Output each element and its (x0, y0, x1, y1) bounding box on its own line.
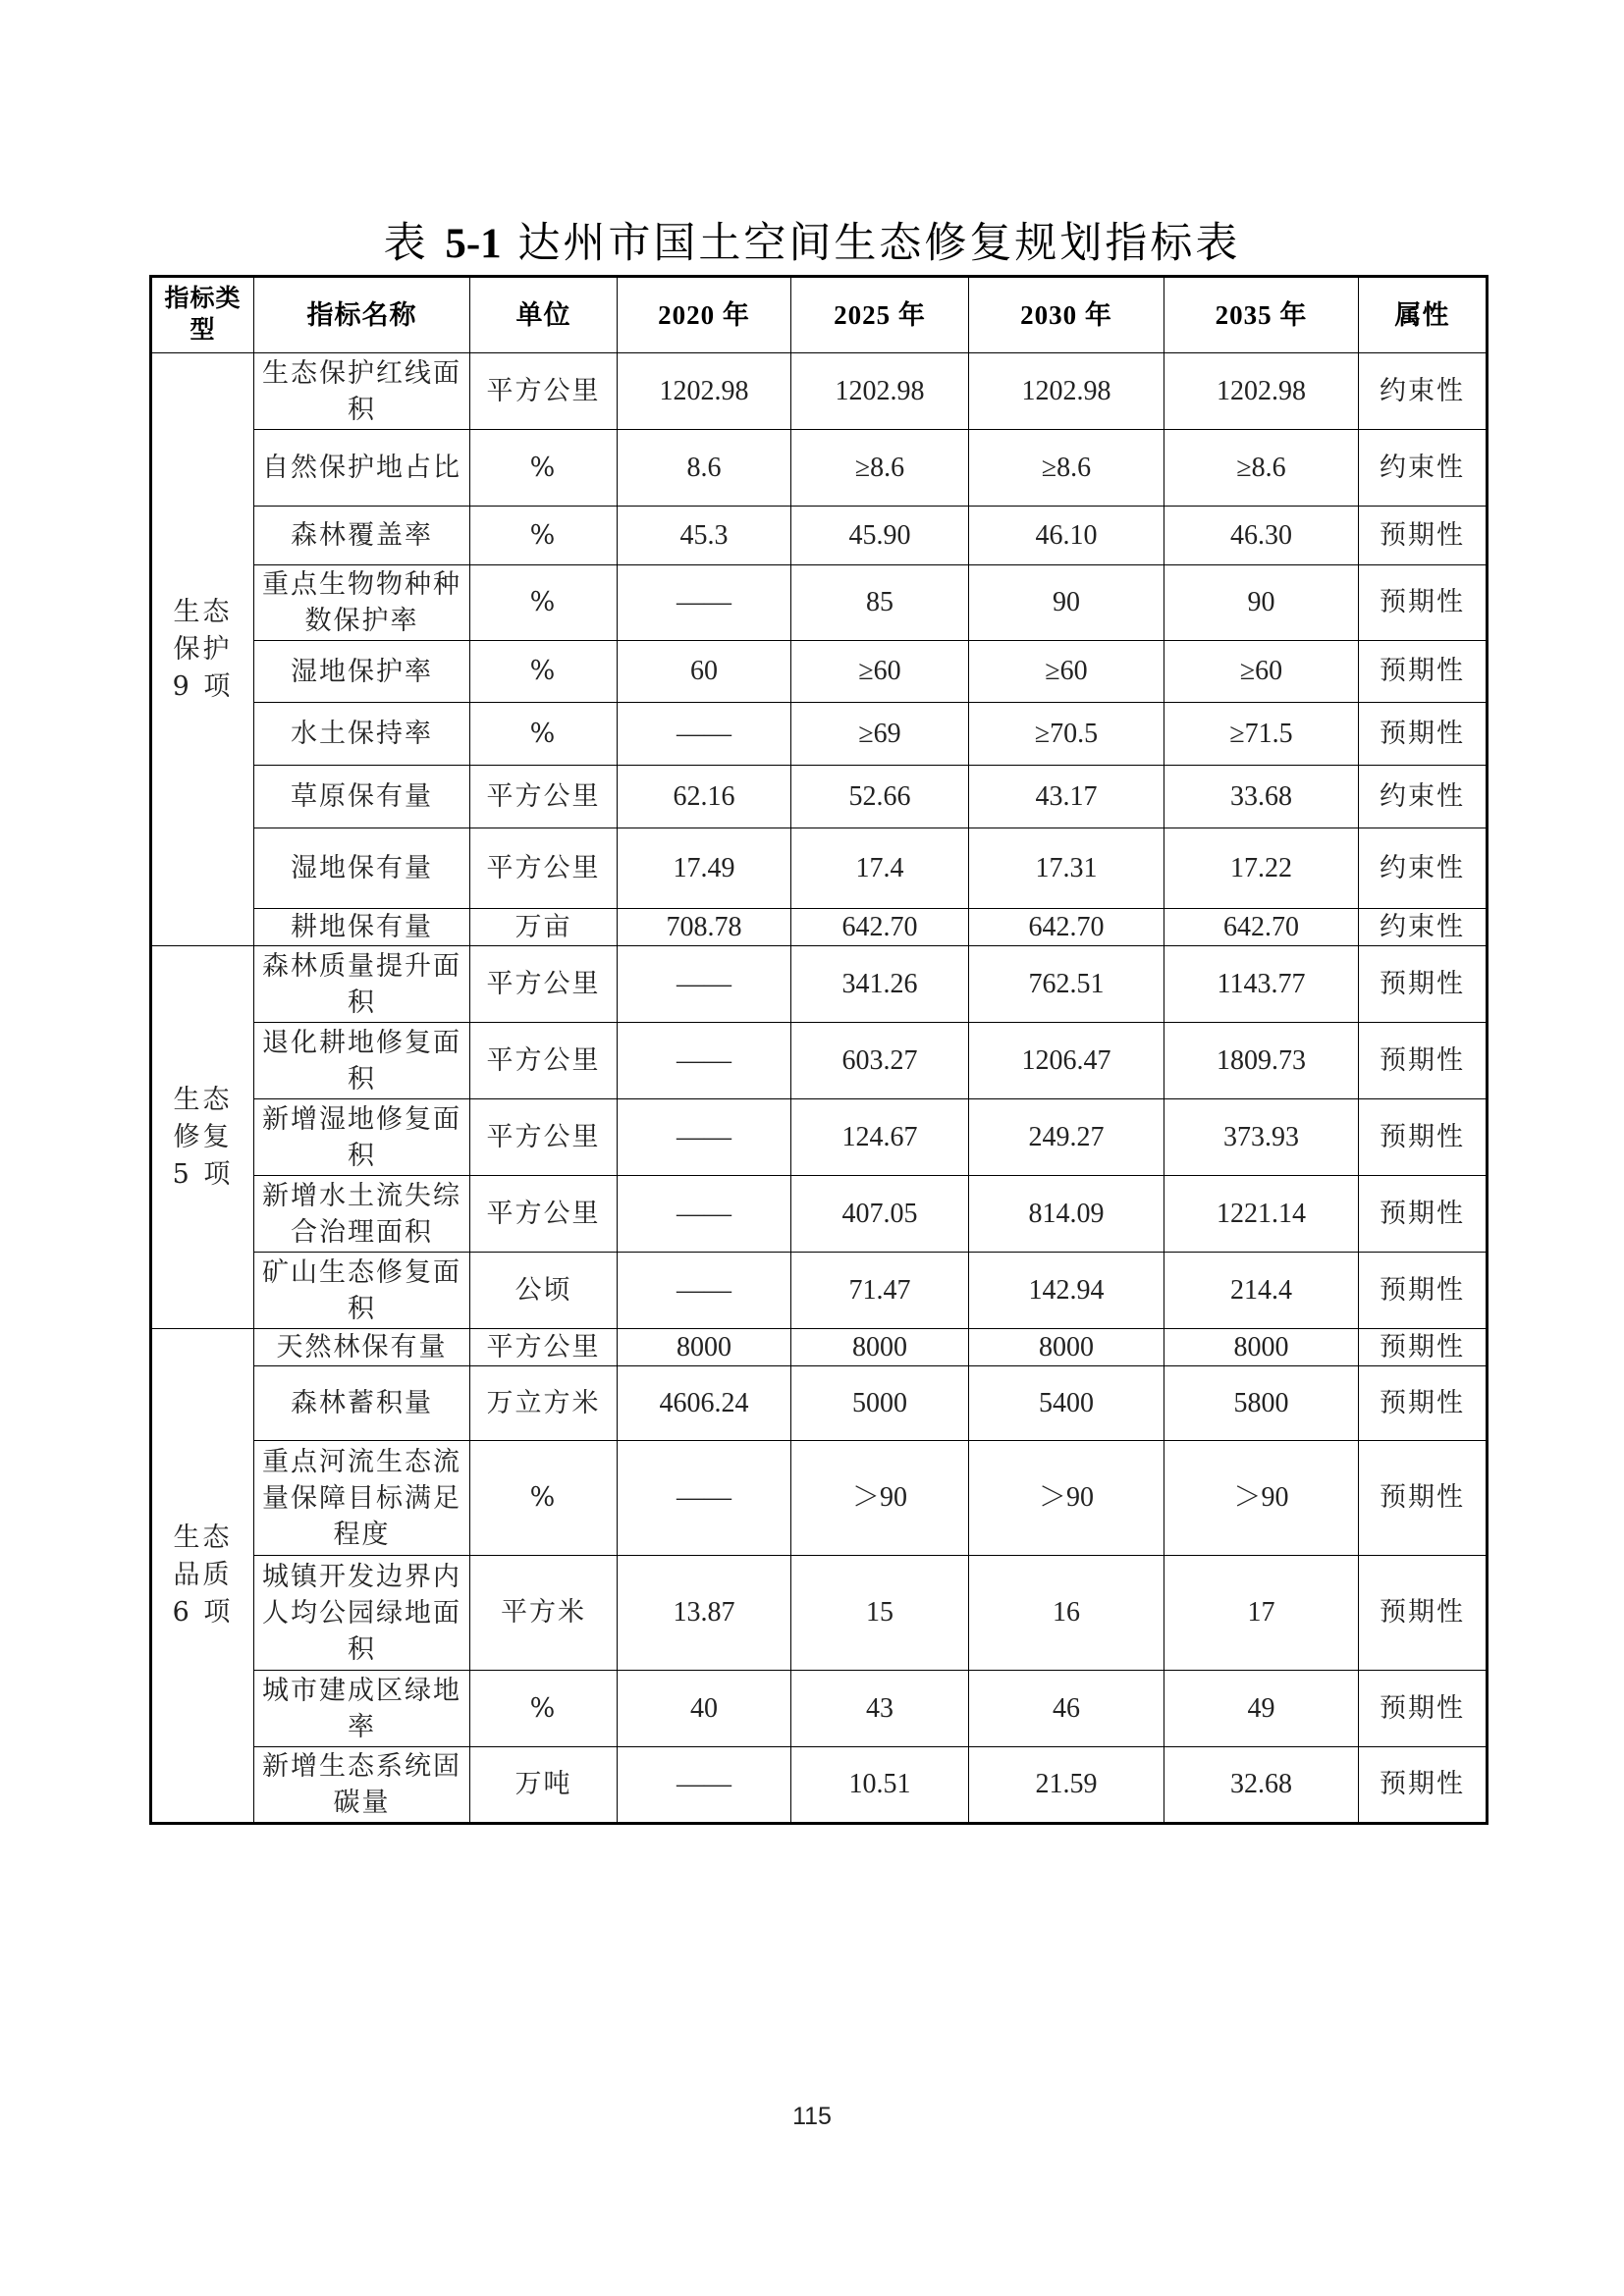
value-2030-cell: 1202.98 (969, 353, 1164, 430)
attribute-cell: 预期性 (1359, 703, 1488, 766)
value-2020-cell: 60 (618, 641, 791, 703)
value-2030-cell: ≥60 (969, 641, 1164, 703)
value-2035-cell: 8000 (1164, 1329, 1359, 1366)
value-2020-cell: —— (618, 1099, 791, 1176)
value-2025-cell: ≥8.6 (791, 430, 969, 507)
value-2025-cell: 124.67 (791, 1099, 969, 1176)
unit-cell: 万亩 (470, 909, 618, 946)
value-2025-cell: 71.47 (791, 1253, 969, 1329)
unit-cell: % (470, 1671, 618, 1747)
value-2030-cell: 249.27 (969, 1099, 1164, 1176)
attribute-cell: 约束性 (1359, 353, 1488, 430)
name-cell: 耕地保有量 (254, 909, 470, 946)
value-2025-cell: 341.26 (791, 946, 969, 1023)
unit-cell: 平方公里 (470, 1023, 618, 1099)
value-2025-cell: 8000 (791, 1329, 969, 1366)
attribute-cell: 预期性 (1359, 1747, 1488, 1824)
value-2030-cell: 8000 (969, 1329, 1164, 1366)
value-2035-cell: 49 (1164, 1671, 1359, 1747)
name-cell: 自然保护地占比 (254, 430, 470, 507)
attribute-cell: 约束性 (1359, 828, 1488, 909)
value-2030-cell: 16 (969, 1556, 1164, 1671)
table-row (151, 1671, 1488, 1747)
value-2030-cell: ≥8.6 (969, 430, 1164, 507)
unit-cell: 平方公里 (470, 1176, 618, 1253)
value-2025-cell: 642.70 (791, 909, 969, 946)
table-row (151, 828, 1488, 909)
value-2030-cell: 142.94 (969, 1253, 1164, 1329)
unit-cell: 平方公里 (470, 353, 618, 430)
name-cell: 矿山生态修复面积 (254, 1253, 470, 1329)
name-cell: 森林质量提升面积 (254, 946, 470, 1023)
table-row (151, 353, 1488, 430)
attribute-cell: 预期性 (1359, 946, 1488, 1023)
value-2030-cell: 46.10 (969, 507, 1164, 565)
value-2020-cell: 708.78 (618, 909, 791, 946)
table-row (151, 766, 1488, 828)
value-2035-cell: 90 (1164, 565, 1359, 641)
table-row (151, 1099, 1488, 1176)
value-2035-cell: 17.22 (1164, 828, 1359, 909)
name-cell: 新增湿地修复面积 (254, 1099, 470, 1176)
value-2030-cell: 90 (969, 565, 1164, 641)
value-2025-cell: 43 (791, 1671, 969, 1747)
attribute-cell: 预期性 (1359, 507, 1488, 565)
name-cell: 水土保持率 (254, 703, 470, 766)
name-cell: 湿地保护率 (254, 641, 470, 703)
table-row (151, 703, 1488, 766)
value-2025-cell: 1202.98 (791, 353, 969, 430)
title-prefix: 表 (383, 219, 446, 268)
name-cell: 天然林保有量 (254, 1329, 470, 1366)
value-2020-cell: —— (618, 565, 791, 641)
value-2020-cell: 8000 (618, 1329, 791, 1366)
value-2025-cell: 52.66 (791, 766, 969, 828)
value-2035-cell: 33.68 (1164, 766, 1359, 828)
header-attribute: 属性 (1359, 277, 1488, 353)
name-cell: 新增生态系统固碳量 (254, 1747, 470, 1824)
value-2035-cell: 1143.77 (1164, 946, 1359, 1023)
attribute-cell: 预期性 (1359, 641, 1488, 703)
category-cell: 生态品质6 项 (151, 1329, 254, 1824)
value-2030-cell: 5400 (969, 1366, 1164, 1441)
table-row (151, 507, 1488, 565)
value-2035-cell: 1221.14 (1164, 1176, 1359, 1253)
header-category: 指标类型 (151, 277, 254, 353)
value-2025-cell: 45.90 (791, 507, 969, 565)
value-2020-cell: 1202.98 (618, 353, 791, 430)
value-2020-cell: 17.49 (618, 828, 791, 909)
table-row (151, 1176, 1488, 1253)
table-row (151, 1441, 1488, 1556)
table-row (151, 946, 1488, 1023)
value-2025-cell: ≥60 (791, 641, 969, 703)
attribute-cell: 预期性 (1359, 1099, 1488, 1176)
value-2020-cell: —— (618, 703, 791, 766)
value-2020-cell: —— (618, 946, 791, 1023)
value-2025-cell: 85 (791, 565, 969, 641)
attribute-cell: 预期性 (1359, 1023, 1488, 1099)
value-2025-cell: 407.05 (791, 1176, 969, 1253)
unit-cell: 平方公里 (470, 946, 618, 1023)
header-2025: 2025 年 (791, 277, 969, 353)
page-number: 115 (792, 2103, 832, 2130)
title-number: 5-1 (445, 221, 502, 267)
value-2025-cell: ＞90 (791, 1441, 969, 1556)
value-2030-cell: 17.31 (969, 828, 1164, 909)
attribute-cell: 预期性 (1359, 1329, 1488, 1366)
value-2025-cell: 603.27 (791, 1023, 969, 1099)
value-2020-cell: —— (618, 1023, 791, 1099)
name-cell: 退化耕地修复面积 (254, 1023, 470, 1099)
value-2025-cell: ≥69 (791, 703, 969, 766)
category-cell: 生态保护9 项 (151, 353, 254, 946)
value-2030-cell: 43.17 (969, 766, 1164, 828)
unit-cell: % (470, 1441, 618, 1556)
unit-cell: 平方公里 (470, 766, 618, 828)
table-row (151, 430, 1488, 507)
attribute-cell: 预期性 (1359, 1671, 1488, 1747)
name-cell: 森林覆盖率 (254, 507, 470, 565)
table-row (151, 641, 1488, 703)
value-2030-cell: 762.51 (969, 946, 1164, 1023)
table-row (151, 1366, 1488, 1441)
value-2035-cell: ≥8.6 (1164, 430, 1359, 507)
attribute-cell: 预期性 (1359, 1366, 1488, 1441)
unit-cell: 平方公里 (470, 1329, 618, 1366)
value-2020-cell: 62.16 (618, 766, 791, 828)
name-cell: 重点生物物种种数保护率 (254, 565, 470, 641)
table-body (151, 353, 1488, 1824)
header-row (151, 277, 1488, 353)
value-2035-cell: 642.70 (1164, 909, 1359, 946)
attribute-cell: 约束性 (1359, 430, 1488, 507)
value-2020-cell: 4606.24 (618, 1366, 791, 1441)
value-2030-cell: 21.59 (969, 1747, 1164, 1824)
unit-cell: 平方公里 (470, 828, 618, 909)
value-2035-cell: 1809.73 (1164, 1023, 1359, 1099)
value-2020-cell: —— (618, 1176, 791, 1253)
title-text: 达州市国土空间生态修复规划指标表 (501, 219, 1241, 268)
table-row (151, 1329, 1488, 1366)
attribute-cell: 预期性 (1359, 1253, 1488, 1329)
value-2020-cell: —— (618, 1441, 791, 1556)
table-row (151, 1556, 1488, 1671)
value-2020-cell: —— (618, 1253, 791, 1329)
unit-cell: 万立方米 (470, 1366, 618, 1441)
category-cell: 生态修复5 项 (151, 946, 254, 1329)
value-2035-cell: 214.4 (1164, 1253, 1359, 1329)
table-row (151, 1023, 1488, 1099)
name-cell: 生态保护红线面积 (254, 353, 470, 430)
value-2030-cell: 1206.47 (969, 1023, 1164, 1099)
value-2035-cell: 32.68 (1164, 1747, 1359, 1824)
value-2025-cell: 15 (791, 1556, 969, 1671)
value-2030-cell: 46 (969, 1671, 1164, 1747)
unit-cell: 公顷 (470, 1253, 618, 1329)
value-2020-cell: 45.3 (618, 507, 791, 565)
unit-cell: 平方公里 (470, 1099, 618, 1176)
value-2025-cell: 5000 (791, 1366, 969, 1441)
value-2020-cell: 13.87 (618, 1556, 791, 1671)
table-row (151, 1747, 1488, 1824)
value-2020-cell: —— (618, 1747, 791, 1824)
value-2020-cell: 40 (618, 1671, 791, 1747)
value-2030-cell: 642.70 (969, 909, 1164, 946)
value-2035-cell: 46.30 (1164, 507, 1359, 565)
table-row (151, 565, 1488, 641)
unit-cell: 万吨 (470, 1747, 618, 1824)
attribute-cell: 约束性 (1359, 766, 1488, 828)
unit-cell: % (470, 703, 618, 766)
value-2035-cell: ≥71.5 (1164, 703, 1359, 766)
attribute-cell: 约束性 (1359, 909, 1488, 946)
name-cell: 城镇开发边界内人均公园绿地面积 (254, 1556, 470, 1671)
table-row (151, 909, 1488, 946)
name-cell: 城市建成区绿地率 (254, 1671, 470, 1747)
header-name: 指标名称 (254, 277, 470, 353)
unit-cell: % (470, 565, 618, 641)
value-2035-cell: ＞90 (1164, 1441, 1359, 1556)
unit-cell: 平方米 (470, 1556, 618, 1671)
value-2020-cell: 8.6 (618, 430, 791, 507)
indicator-table (149, 275, 1489, 1825)
value-2025-cell: 10.51 (791, 1747, 969, 1824)
name-cell: 森林蓄积量 (254, 1366, 470, 1441)
name-cell: 草原保有量 (254, 766, 470, 828)
value-2035-cell: 17 (1164, 1556, 1359, 1671)
unit-cell: % (470, 641, 618, 703)
unit-cell: % (470, 507, 618, 565)
attribute-cell: 预期性 (1359, 1556, 1488, 1671)
name-cell: 新增水土流失综合治理面积 (254, 1176, 470, 1253)
header-2035: 2035 年 (1164, 277, 1359, 353)
unit-cell: % (470, 430, 618, 507)
value-2030-cell: ＞90 (969, 1441, 1164, 1556)
value-2035-cell: 1202.98 (1164, 353, 1359, 430)
table-row (151, 1253, 1488, 1329)
value-2030-cell: 814.09 (969, 1176, 1164, 1253)
name-cell: 湿地保有量 (254, 828, 470, 909)
value-2035-cell: 5800 (1164, 1366, 1359, 1441)
attribute-cell: 预期性 (1359, 565, 1488, 641)
value-2025-cell: 17.4 (791, 828, 969, 909)
value-2035-cell: 373.93 (1164, 1099, 1359, 1176)
table-title (0, 214, 1624, 274)
value-2035-cell: ≥60 (1164, 641, 1359, 703)
attribute-cell: 预期性 (1359, 1441, 1488, 1556)
header-2030: 2030 年 (969, 277, 1164, 353)
name-cell: 重点河流生态流量保障目标满足程度 (254, 1441, 470, 1556)
attribute-cell: 预期性 (1359, 1176, 1488, 1253)
header-2020: 2020 年 (618, 277, 791, 353)
header-unit: 单位 (470, 277, 618, 353)
value-2030-cell: ≥70.5 (969, 703, 1164, 766)
